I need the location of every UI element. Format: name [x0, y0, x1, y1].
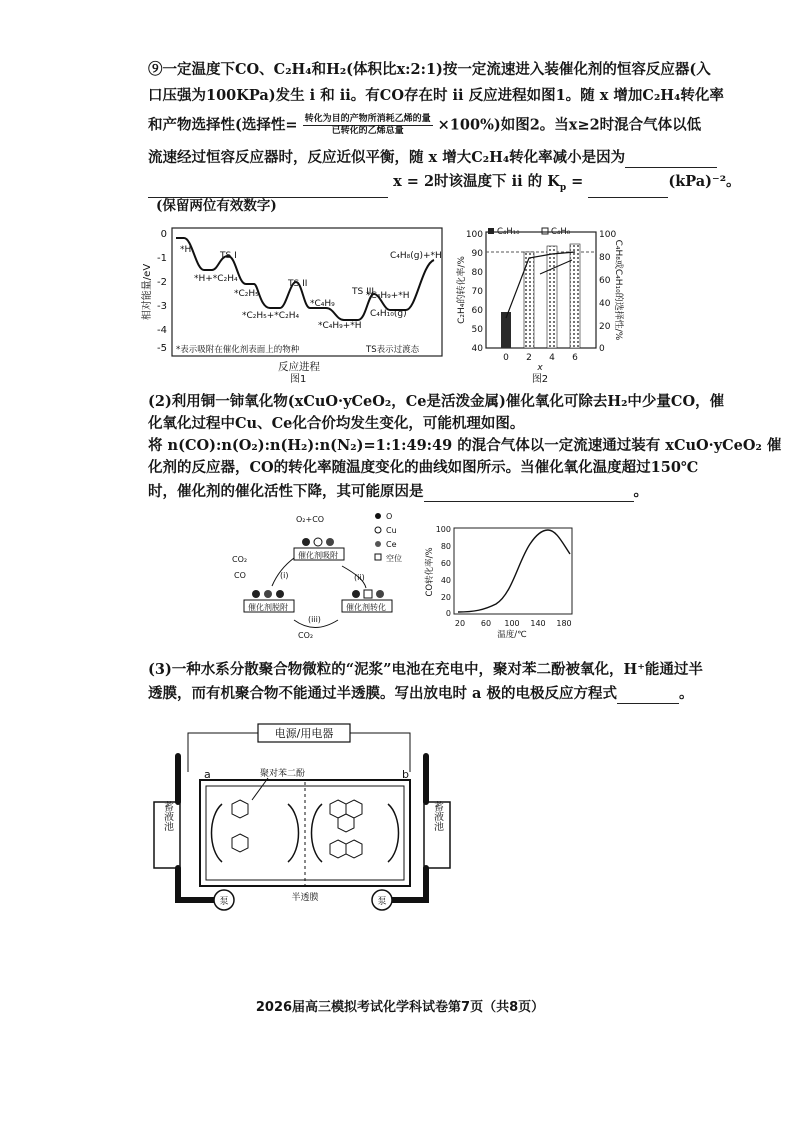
site-vacancy — [364, 590, 372, 598]
co-chart-ytick: 40 — [440, 576, 451, 585]
q9-line3-b: ×100%)如图2。当x≥2时混合气体以低 — [437, 116, 702, 134]
fig1-ylabel: 相对能量/eV — [142, 263, 153, 321]
fig1-label: C₄H₈(g)+*H — [390, 251, 442, 261]
electrode-a-label: a — [204, 768, 211, 781]
fig2-ytick-left: 50 — [471, 325, 483, 335]
fraction-numerator: 转化为目的产物所消耗乙烯的量 — [304, 114, 431, 124]
q2-line5-text: 时，催化剂的催化活性下降，其可能原因是 — [148, 483, 424, 500]
q3-line2-text: 透膜，而有机聚合物不能通过半透膜。写出放电时 a 极的电极反应方程式 — [148, 685, 617, 702]
legend-swatch-c4h10 — [488, 228, 494, 234]
answer-blank-5[interactable] — [617, 689, 679, 704]
fig2-ytick-left: 100 — [465, 230, 483, 240]
legend-ce-dot — [375, 541, 381, 547]
co-chart-frame — [454, 528, 572, 614]
q9-line5-unit: (kPa)⁻²。 — [668, 173, 741, 190]
fig1-label: *C₂H₅ — [234, 289, 259, 299]
fig2-xlabel: x — [537, 363, 543, 373]
figure2-conversion-chart — [452, 220, 624, 386]
fig1-ytick: -5 — [157, 343, 167, 354]
q3-line1: (3)一种水系分散聚合物微粒的“泥浆”电池在充电中，聚对苯二酚被氧化，H⁺能通过半 — [148, 661, 703, 678]
wire-right — [350, 733, 410, 772]
power-label: 电源/用电器 — [274, 727, 334, 740]
mech-box-right: 催化剂转化 — [346, 603, 386, 612]
site-dot — [352, 590, 360, 598]
co-chart-xtick: 100 — [504, 619, 520, 628]
fig2-ytick-left: 70 — [471, 287, 483, 297]
q2-line2: 化氧化过程中Cu、Ce化合价均发生变化，可能机理如图。 — [148, 415, 525, 432]
legend-vacancy — [375, 554, 381, 560]
co-chart-ytick: 20 — [440, 593, 451, 602]
co-chart-xtick: 140 — [530, 619, 546, 628]
battery-diagram — [148, 716, 458, 916]
fig2-conversion-line — [506, 252, 575, 318]
mech-box-left: 催化剂脱附 — [248, 603, 288, 612]
tank-right-label: 蓄液池 — [431, 801, 443, 831]
fig1-label: TS III — [352, 287, 375, 297]
selectivity-fraction — [303, 114, 433, 137]
fig1-label: *H — [180, 245, 192, 255]
mech-box-top: 催化剂吸附 — [298, 551, 338, 560]
fig1-ytick: 0 — [160, 229, 167, 240]
fig2-legend2: C₄H₈ — [551, 227, 571, 237]
mechanism-diagram — [226, 508, 426, 642]
mech-top-label: O₂+CO — [296, 515, 325, 524]
pump-left-label: 泵 — [219, 897, 229, 907]
mech-co: CO — [234, 571, 246, 580]
q9-line4 — [148, 148, 717, 168]
q9-line3-a: 和产物选择性(选择性= — [148, 116, 298, 134]
fig2-ytick-right: 40 — [599, 299, 611, 309]
fig1-note2: TS表示过渡态 — [366, 345, 420, 355]
mech-step-3: (iii) — [308, 615, 321, 624]
fig2-ylabel-right: C₄H₈或C₄H₁₀的选择性/% — [613, 239, 623, 341]
fraction-denominator: 已转化的乙烯总量 — [331, 126, 404, 136]
mech-co2-b: CO₂ — [298, 631, 314, 640]
fig1-caption: 图1 — [290, 374, 307, 384]
page-footer: 2026届高三模拟考试化学科试卷第7页（共8页） — [255, 1000, 545, 1015]
co-chart-xlabel: 温度/℃ — [497, 630, 527, 640]
q9-line5-sub: p — [559, 182, 567, 193]
mech-co2-a: CO₂ — [232, 555, 248, 564]
fig1-label: *H+*C₂H₄ — [194, 274, 238, 284]
fig1-ytick: -2 — [157, 277, 167, 288]
fig2-ylabel-left: C₂H₄的转化率/% — [457, 256, 467, 324]
q9-line5 — [148, 172, 741, 198]
figure1-energy-profile — [140, 224, 452, 384]
answer-blank-3[interactable] — [588, 183, 668, 198]
fig1-label: *C₂H₅+*C₂H₄ — [242, 311, 300, 321]
co-chart-xtick: 20 — [454, 619, 466, 628]
co-chart-xtick: 180 — [556, 619, 572, 628]
site-dot — [314, 538, 322, 546]
fig1-label: C₄H₁₀(g) — [370, 309, 407, 319]
fig2-xtick: 0 — [503, 353, 509, 363]
fig1-label: TS I — [220, 251, 237, 261]
legend-swatch-c4h8 — [542, 228, 548, 234]
fig2-ytick-left: 80 — [471, 268, 483, 278]
q2-line5 — [148, 482, 648, 502]
q2-line5-end: 。 — [633, 483, 648, 500]
fig2-ytick-right: 20 — [599, 322, 611, 332]
legend-o-dot — [375, 513, 381, 519]
tank-left-label: 蓄液池 — [161, 801, 173, 831]
q9-line2: 口压强为100KPa)发生 i 和 ii。有CO存在时 ii 反应进程如图1。随 x 增加C₂H₄转化率 — [148, 87, 724, 104]
site-dot — [264, 590, 272, 598]
site-dot — [276, 590, 284, 598]
fig2-ytick-left: 90 — [471, 249, 483, 259]
wire-left — [188, 733, 258, 772]
fig1-ytick: -3 — [157, 301, 167, 312]
fig2-ytick-left: 60 — [471, 306, 483, 316]
q3-line2 — [148, 684, 694, 704]
fig2-ytick-right: 60 — [599, 276, 611, 286]
fig2-ytick-right: 100 — [599, 230, 617, 240]
pump-right-label: 泵 — [377, 897, 387, 907]
fig2-bar — [570, 244, 580, 348]
q9-line4-text: 流速经过恒容反应器时，反应近似平衡，随 x 增大C₂H₄转化率减小是因为 — [148, 149, 626, 166]
answer-blank-1[interactable] — [625, 153, 717, 168]
co-chart-ylabel: CO转化率/% — [425, 547, 435, 597]
co-chart-ytick: 100 — [435, 525, 451, 534]
mech-legend: O — [386, 512, 393, 521]
fig2-legend1: C₄H₁₀ — [497, 227, 520, 237]
mech-legend: Cu — [386, 526, 397, 535]
fig2-ytick-left: 40 — [471, 344, 483, 354]
site-dot — [376, 590, 384, 598]
polymer-label: 聚对苯二酚 — [260, 769, 306, 779]
q9-line1: ⑨一定温度下CO、C₂H₄和H₂(体积比x:2:1)按一定流速进入装催化剂的恒容反应器(入 — [148, 61, 711, 78]
fig2-ytick-right: 80 — [599, 253, 611, 263]
fig2-ytick-right: 0 — [599, 344, 605, 354]
mech-legend: 空位 — [386, 554, 402, 563]
q9-line3 — [148, 114, 701, 137]
answer-blank-4[interactable] — [424, 487, 634, 502]
fig2-xtick: 6 — [572, 353, 578, 363]
fig1-label: TS II — [288, 279, 308, 289]
co-chart-ytick: 60 — [440, 559, 451, 568]
fig1-xlabel: 反应进程 — [278, 361, 320, 373]
co-chart-ytick: 0 — [445, 609, 451, 618]
co-conversion-chart — [424, 522, 584, 640]
electrode-b-label: b — [402, 768, 409, 781]
mech-legend: Ce — [386, 540, 397, 549]
q2-line3: 将 n(CO):n(O₂):n(H₂):n(N₂)=1:1:49:49 的混合气体以一定流速通过装有 xCuO·yCeO₂ 催 — [148, 437, 782, 454]
fig2-caption: 图2 — [531, 374, 549, 385]
fig1-label: *C₄H₉+*H — [366, 291, 410, 301]
membrane-label: 半透膜 — [291, 893, 319, 903]
co-conversion-curve — [458, 530, 570, 612]
fig1-label: *C₄H₉ — [310, 299, 335, 309]
site-dot — [302, 538, 310, 546]
fig1-note1: *表示吸附在催化剂表面上的物种 — [176, 345, 300, 355]
site-dot — [252, 590, 260, 598]
fig2-xtick: 2 — [526, 353, 532, 363]
fig2-xtick: 4 — [549, 353, 555, 363]
fig1-label: *C₄H₉+*H — [318, 321, 362, 331]
q2-line1: (2)利用铜一铈氧化物(xCuO·yCeO₂，Ce是活泼金属)催化氧化可除去H₂中少量CO，催 — [148, 393, 725, 410]
q9-line5-a: x = 2时该温度下 ii 的 K — [393, 173, 560, 190]
co-chart-ytick: 80 — [440, 542, 451, 551]
legend-cu-dot — [375, 527, 381, 533]
fig1-ytick: -4 — [157, 325, 167, 336]
q2-line4: 化剂的反应器，CO的转化率随温度变化的曲线如图所示。当催化氧化温度超过150℃ — [148, 459, 699, 476]
fig2-bar — [547, 246, 557, 348]
q9-line6: (保留两位有效数字) — [156, 198, 277, 214]
fig1-ytick: -1 — [157, 253, 167, 264]
q9-line5-b: = — [566, 173, 589, 190]
q3-line2-end: 。 — [679, 685, 694, 702]
mech-step-1: (i) — [280, 571, 289, 580]
mech-step-2: (ii) — [354, 573, 365, 582]
site-dot — [326, 538, 334, 546]
co-chart-xtick: 60 — [480, 619, 492, 628]
